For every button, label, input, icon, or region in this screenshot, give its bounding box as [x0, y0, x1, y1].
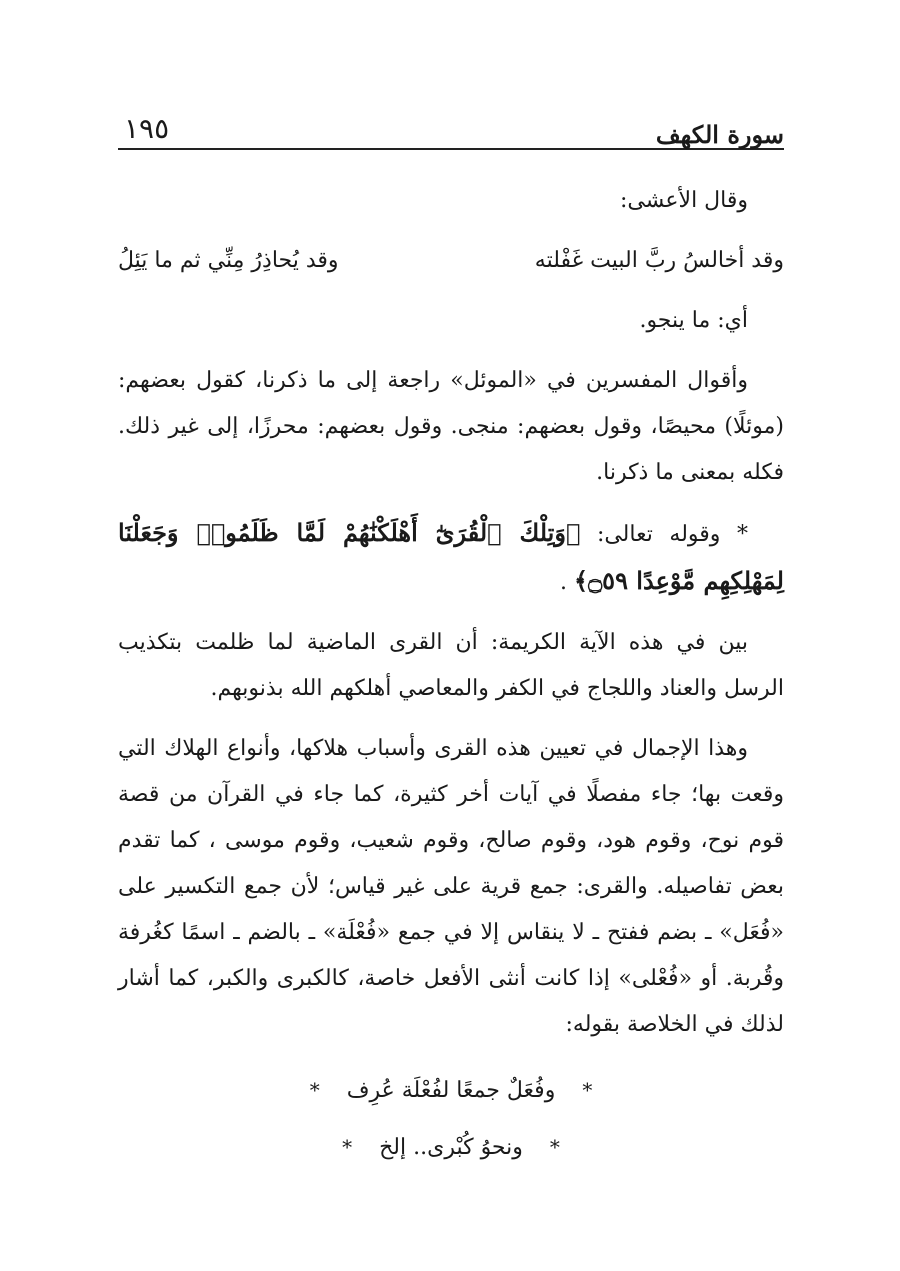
paragraph-details: وهذا الإجمال في تعيين هذه القرى وأسباب هلاكها، وأنواع الهلاك التي وقعت بها؛ جاء مفصلًا في آيات أخر كثيرة، كما جاء في القرآن من قصة قوم نوح، وقوم هود، وقوم صالح، وقوم شعيب، وقوم موسى ، كما تقدم بعض تفاصيله. والقرى: جمع قرية على غير قياس؛ لأن جمع التكسير على «فُعَل» ـ بضم ففتح ـ لا ينقاس إلا في جمع «فُعْلَة» ـ بالضم ـ اسمًا كغُرفة وقُربة. أو «فُعْلى» إذا كانت أنثى الأفعل خاصة، كالكبرى والكبر، كما أشار لذلك في الخلاصة بقوله:: [118, 736, 784, 1037]
verse-second-hemistich: وقد يُحاذِرُ مِنِّي ثم ما يَئِلُ: [118, 248, 339, 273]
poetry-verse: [118, 238, 784, 284]
page-content: [118, 178, 784, 1176]
star-ornament: *: [309, 1078, 320, 1102]
star-ornament: *: [549, 1135, 560, 1159]
paragraph-verse-quote: [118, 510, 784, 606]
star-ornament: *: [342, 1135, 353, 1159]
page: [118, 108, 784, 1176]
quran-verse: ﴿وَتِلْكَ ٱلْقُرَىٰٓ أَهْلَكْنَٰهُمْ لَمَّا ظَلَمُوا۟ وَجَعَلْنَا لِمَهْلِكِهِم مَّوْعِدًا ۝٥٩﴾: [118, 518, 784, 595]
paragraph-mufassirin: وأقوال المفسرين في «الموئل» راجعة إلى ما ذكرنا، كقول بعضهم: (موئلًا) محيصًا، وقول بعضهم: منجى. وقول بعضهم: محرزًا، إلى غير ذلك. فكله بمعنى ما ذكرنا.: [118, 368, 784, 485]
poem-line-2-text: ونحوُ كُبْرى.. إلخ: [379, 1135, 523, 1160]
page-header: [118, 108, 784, 150]
poem-line-1: [118, 1062, 784, 1119]
verse-first-hemistich: وقد أخالسُ ربَّ البيت غَفْلته: [534, 248, 784, 273]
poem-line-2: [118, 1119, 784, 1176]
paragraph-meaning: أي: ما ينجو.: [639, 308, 748, 333]
poem-block: [118, 1062, 784, 1176]
paragraph-intro: وقال الأعشى:: [620, 188, 748, 213]
star-ornament: *: [582, 1078, 593, 1102]
page-number: ١٩٥: [124, 112, 170, 145]
verse-quote-prefix: * وقوله تعالى:: [596, 522, 748, 547]
surah-title: سورة الكهف: [655, 120, 784, 149]
paragraph-explanation: بين في هذه الآية الكريمة: أن القرى الماضية لما ظلمت بتكذيب الرسل والعناد واللجاج في الكفر والمعاصي أهلكهم الله بذنوبهم.: [118, 630, 784, 701]
verse-quote-suffix: .: [560, 570, 568, 595]
poem-line-1-text: وفُعَلٌ جمعًا لفُعْلَة عُرِف: [346, 1078, 556, 1103]
